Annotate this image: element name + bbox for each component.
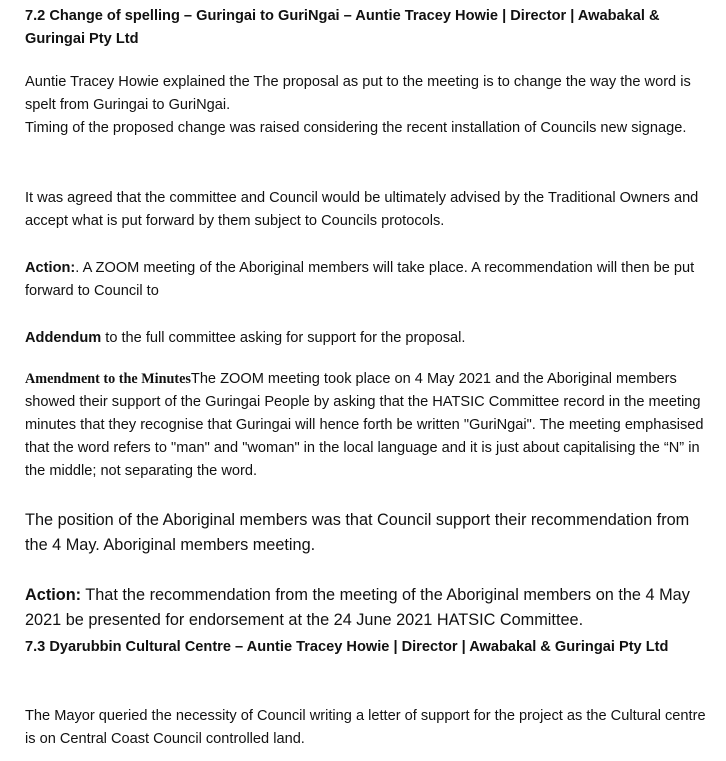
action-2-text: That the recommendation from the meeting of the Aboriginal members on the 4 May 2021 be presented for endorsement at the 24 June 2021 HATSIC Committee. [25, 586, 690, 629]
action-2-label: Action: [25, 586, 82, 604]
amendment-paragraph [25, 368, 715, 483]
action-paragraph [25, 257, 715, 303]
section-7-2-paragraph-2: Timing of the proposed change was raised considering the recent installation of Councils new signage. [25, 120, 687, 136]
amendment-label: Amendment to the Minutes [25, 371, 191, 387]
position-paragraph: The position of the Aboriginal members was that Council support their recommendation from the 4 May. Aboriginal members meeting. [25, 511, 690, 554]
amendment-text: The ZOOM meeting took place on 4 May 2021 and the Aboriginal members showed their support of the Guringai People by asking that the HATSIC Committee record in the meeting minutes that they recognise that Guringai will hence forth be written "GuriNgai". The meeting emphasised that the word refers to "man" and "woman" in the local language and it is just about capitalising the “N” in the middle; not separating the word. [25, 371, 704, 479]
section-7-2-paragraph-1: Auntie Tracey Howie explained the The proposal as put to the meeting is to change the way the word is spelt from Guringai to GuriNgai. [25, 74, 691, 113]
section-7-3-heading: 7.3 Dyarubbin Cultural Centre – Auntie Tracey Howie | Director | Awabakal & Guringai Pty Ltd [25, 639, 669, 655]
addendum-text: to the full committee asking for support for the proposal. [101, 330, 466, 346]
section-7-2-heading: 7.2 Change of spelling – Guringai to GuriNgai – Auntie Tracey Howie | Director | Awabakal & Guringai Pty Ltd [25, 8, 660, 47]
action-2-paragraph [25, 583, 715, 633]
section-7-3-paragraph-1: The Mayor queried the necessity of Council writing a letter of support for the project as the Cultural centre is on Central Coast Council controlled land. [25, 708, 706, 747]
section-7-2-paragraph-3: It was agreed that the committee and Council would be ultimately advised by the Traditional Owners and accept what is put forward by them subject to Councils protocols. [25, 190, 699, 229]
action-text: . A ZOOM meeting of the Aboriginal members will take place. A recommendation will then be put forward to Council to [25, 260, 695, 299]
action-label: Action: [25, 260, 76, 276]
addendum-label: Addendum [25, 330, 102, 346]
addendum-paragraph [25, 327, 715, 350]
